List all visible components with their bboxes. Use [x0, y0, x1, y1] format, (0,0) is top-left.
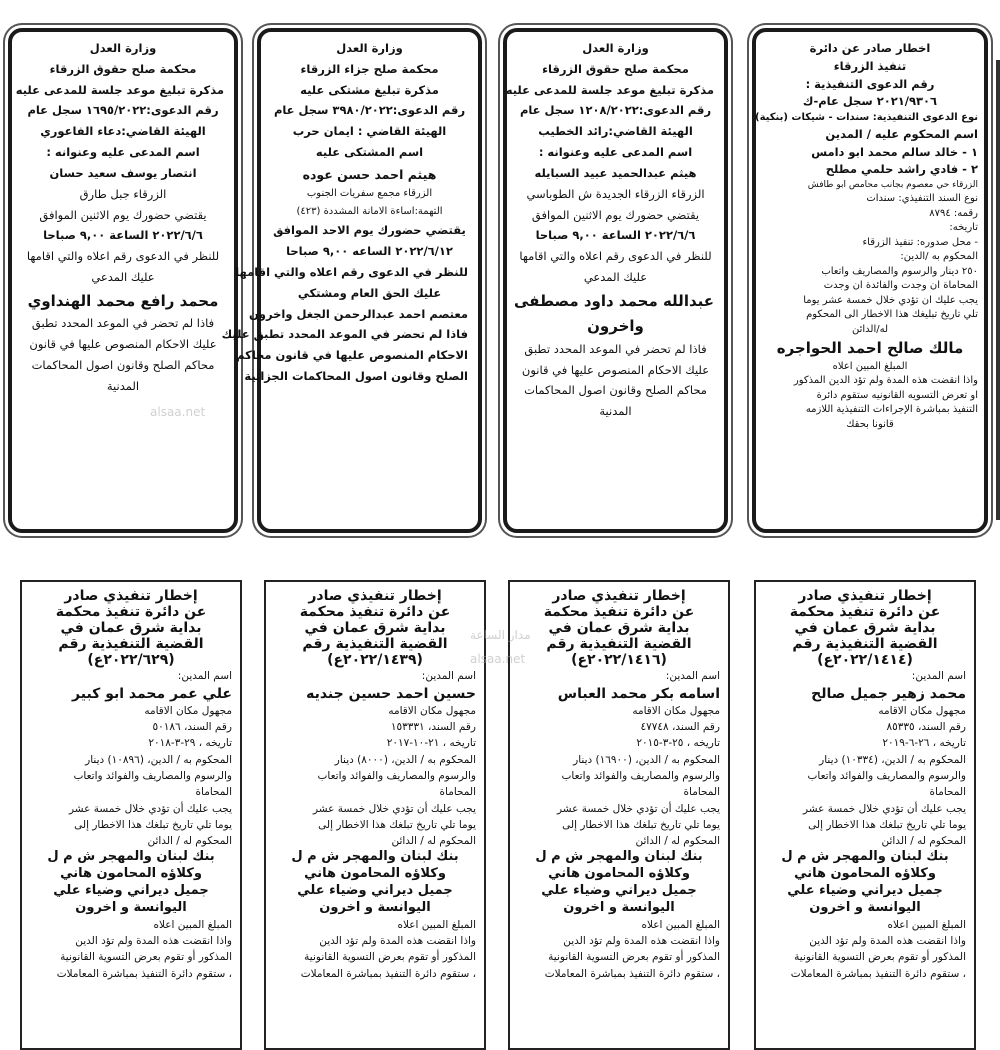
creditor-name: وكلاؤه المحامون هاني: [794, 866, 936, 882]
debtor-name: حسين احمد حسين جنديه: [306, 685, 476, 702]
defendant-address: الزرقاء مجمع سفريات الجنوب: [306, 188, 433, 200]
detail-line: يوما تلي تاريخ تبلغك هذا الاخطار إلى: [808, 818, 966, 831]
debtor-name: اسامه بكر محمد العباس: [557, 685, 720, 702]
notice-title: إخطار تنفيذي صادر: [64, 588, 198, 604]
creditor-name: جميل ديراني وضياء علي: [53, 883, 209, 899]
plaintiff-label: عليك الحق العام ومشتكي: [297, 285, 442, 300]
debtor-1: ١ - خالد سالم محمد ابو دامس: [811, 144, 978, 159]
detail-line: رقم السند، ٤٧٧٤٨: [640, 721, 720, 734]
notice-type: مذكرة تبليغ موعد جلسة للمدعى عليه: [505, 82, 714, 97]
penalty-text: المدنية: [599, 404, 632, 419]
detail-line: مجهول مكان الاقامه: [144, 704, 232, 717]
detail-line: يوما تلي تاريخ تبلغك هذا الاخطار إلى: [74, 818, 232, 831]
issue-place: - محل صدوره: تنفيذ الزرقاء: [862, 236, 978, 248]
detail-line: المحاماة: [929, 786, 966, 799]
debtor-label: اسم المدين:: [665, 670, 720, 683]
notice-title: عن دائرة تنفيذ محكمة: [299, 604, 451, 621]
defendant-address: الزرقاء جبل طارق: [79, 186, 167, 201]
detail-line: يوما تلي تاريخ تبلغك هذا الاخطار إلى: [318, 818, 476, 831]
notice-title: بداية شرق عمان في: [794, 620, 936, 637]
watermark: alsaa.net: [470, 652, 526, 666]
penalty-text: فاذا لم تحضر في الموعد المحدد تطبق: [524, 341, 707, 356]
defendant-label: اسم المشتكى عليه: [315, 145, 424, 160]
creditor-name: جميل ديراني وضياء علي: [297, 883, 453, 899]
closing-text: واذا انقضت هذه المدة ولم تؤد الدين المذكور: [793, 375, 978, 387]
debtor-label: اسم المدين:: [911, 670, 966, 683]
hearing-day: يقتضي حضورك يوم الاحد الموافق: [273, 223, 466, 238]
detail-line: رقم السند، ٨٥٣٣٥: [886, 721, 966, 734]
court-name: محكمة صلح حقوق الزرقاء: [542, 61, 689, 76]
judge: الهيئة القاضي : ايمان حرب: [292, 124, 447, 139]
closing-line: المبلغ المبين اعلاه: [887, 918, 966, 931]
notice-title: إخطار تنفيذي صادر: [308, 588, 442, 604]
penalty-text: عليك الاحكام المنصوص عليها في قانون: [521, 362, 710, 377]
creditor-name: وكلاؤه المحامون هاني: [304, 866, 446, 882]
amount-ref: المبلغ المبين اعلاه: [832, 360, 908, 372]
detail-line: رقم السند، ٥٠١٨٦: [152, 721, 232, 734]
closing-line: ، ستقوم دائرة التنفيذ بمباشرة المعاملات: [790, 967, 966, 980]
closing-line: المذكور أو تقوم بعرض التسوية القانونية: [60, 951, 232, 964]
creditor-name: وكلاؤه المحامون هاني: [548, 866, 690, 882]
debtor-name: علي عمر محمد ابو كبير: [72, 685, 232, 702]
case-number: (٢٠٢٢/٦٢٩ع): [87, 652, 175, 669]
creditor-name: اليوانسة و اخرون: [75, 899, 187, 915]
notice-civil-court-1208: [503, 28, 728, 533]
detail-line: يجب عليك أن تؤدي خلال خمسة عشر: [68, 802, 232, 815]
detail-line: والرسوم والمصاريف والفوائد واتعاب: [317, 769, 476, 782]
notice-title: بداية شرق عمان في: [304, 620, 446, 637]
closing-line: المبلغ المبين اعلاه: [397, 918, 476, 931]
detail-line: يجب عليك أن تؤدي خلال خمسة عشر: [802, 802, 966, 815]
detail-line: المحكوم له / الدائن: [391, 835, 476, 848]
creditor-name: اليوانسة و اخرون: [809, 899, 921, 915]
notice-heading: اخطار صادر عن دائرة: [809, 41, 931, 55]
detail-line: المحاماة: [195, 786, 232, 799]
notice-title: إخطار تنفيذي صادر: [798, 588, 932, 604]
ministry-heading: وزارة العدل: [582, 41, 649, 55]
defendant-address: الزرقاء الزرقاء الجديدة ش الطوباسي: [526, 186, 705, 201]
closing-line: المذكور أو تقوم بعرض التسوية القانونية: [548, 951, 720, 964]
department: تنفيذ الزرقاء: [833, 58, 907, 73]
judge: الهيئة القاضي:رائد الخطيب: [538, 124, 693, 139]
creditor-name: اليوانسة و اخرون: [319, 899, 431, 915]
notice-type: مذكرة تبليغ مشتكى عليه: [300, 82, 439, 97]
notice-execution-1416: [508, 580, 730, 1050]
page-edge-rule: [996, 60, 1000, 520]
plaintiff-label: عليك المدعي: [583, 269, 648, 284]
notice-execution-1414: [754, 580, 976, 1050]
defendant-name: انتصار يوسف سعيد حسان: [49, 165, 197, 180]
detail-line: المحكوم له / الدائن: [881, 835, 966, 848]
plaintiff-label: عليك المدعي: [91, 269, 155, 284]
detail-line: المحكوم به / الدين، (٨٠٠٠) دينار: [334, 753, 476, 766]
case-number: رقم الدعوى:١٦٩٥/٢٠٢٢ سجل عام: [27, 103, 219, 118]
creditor-name: بنك لبنان والمهجر ش م ل: [291, 849, 459, 865]
ministry-heading: وزارة العدل: [89, 41, 157, 55]
case-number: (٢٠٢٢/١٤١٤ع): [817, 652, 913, 669]
creditor-name: بنك لبنان والمهجر ش م ل: [535, 849, 703, 865]
judge: الهيئة القاضي:دعاء الفاعوري: [40, 124, 206, 139]
notice-execution-629: [20, 580, 242, 1050]
judgment-text: المحاماة ان وجدت والفائدة ان وجدت: [823, 280, 978, 292]
notice-type: مذكرة تبليغ موعد جلسة للمدعى عليه: [15, 82, 224, 97]
case-reference: للنظر في الدعوى رقم اعلاه والتي اقامها: [235, 264, 468, 279]
notice-title: بداية شرق عمان في: [60, 620, 202, 637]
instrument-type: نوع السند التنفيذي: سندات: [866, 193, 978, 205]
penalty-text: فاذا لم تحضر في الموعد المحدد تطبق عليك: [221, 327, 468, 342]
defendant-label: اسم المدعى عليه وعنوانه :: [538, 145, 693, 160]
closing-line: المبلغ المبين اعلاه: [641, 918, 720, 931]
defendant-name: هيثم عبدالحميد عبيد السبايله: [534, 165, 697, 180]
detail-line: تاريخه ، ٢٩-٣-٢٠١٨: [148, 737, 232, 750]
penalty-text: الاحكام المنصوص عليها في قانون محاكم: [236, 348, 468, 363]
detail-line: يجب عليك أن تؤدي خلال خمسة عشر: [312, 802, 476, 815]
hearing-date-time: ٢٠٢٢/٦/٦ الساعة ٩,٠٠ صباحا: [43, 228, 203, 243]
closing-line: المذكور أو تقوم بعرض التسوية القانونية: [304, 951, 476, 964]
defendant-label: اسم المدعى عليه وعنوانه :: [46, 145, 200, 160]
creditor-label: له/الدائن: [851, 323, 889, 335]
instrument-number: رقمه: ٨٧٩٤: [929, 207, 978, 219]
notice-title: القضية التنفيذية رقم: [58, 636, 204, 653]
case-number: ٢٠٢١/٩٣٠٦ سجل عام-ك: [802, 94, 938, 109]
penalty-text: فاذا لم تحضر في الموعد المحدد تطبق: [31, 316, 215, 331]
closing-line: واذا انقضت هذه المدة ولم تؤد الدين: [563, 935, 720, 948]
notice-zarqa-execution-9306: [752, 28, 988, 533]
court-name: محكمة صلح حقوق الزرقاء: [49, 61, 197, 76]
case-number: (٢٠٢٢/١٤١٦ع): [571, 652, 667, 669]
closing-line: واذا انقضت هذه المدة ولم تؤد الدين: [809, 935, 966, 948]
detail-line: والرسوم والمصاريف والفوائد واتعاب: [561, 769, 720, 782]
notice-title: القضية التنفيذية رقم: [302, 636, 448, 653]
hearing-date-time: ٢٠٢٢/٦/١٢ الساعه ٩,٠٠ صباحا: [286, 244, 453, 259]
debtor-address: الزرقاء حي معصوم بجانب محامص ابو طافش: [807, 180, 978, 191]
court-name: محكمة صلح جزاء الزرقاء: [300, 61, 439, 76]
case-type: نوع الدعوى التنفيذية: سندات - شيكات (بنكية): [755, 112, 978, 124]
watermark: مدار الساعة: [470, 628, 531, 642]
closing-line: ، ستقوم دائرة التنفيذ بمباشرة المعاملات: [56, 967, 232, 980]
detail-line: والرسوم والمصاريف والفوائد واتعاب: [73, 769, 232, 782]
notice-title: عن دائرة تنفيذ محكمة: [789, 604, 941, 621]
hearing-day: يقتضي حضورك يوم الاثنين الموافق: [39, 207, 207, 222]
creditor-name: جميل ديراني وضياء علي: [787, 883, 943, 899]
case-reference: للنظر في الدعوى رقم اعلاه والتي اقامها: [519, 249, 712, 264]
defendant-name: هيثم احمد حسن عوده: [302, 166, 437, 182]
plaintiff-name: محمد رافع محمد الهنداوي: [27, 291, 219, 310]
penalty-text: محاكم الصلح وقانون اصول المحاكمات: [524, 383, 707, 398]
watermark: alsaa.net: [150, 405, 206, 419]
penalty-text: محاكم الصلح وقانون اصول المحاكمات: [31, 357, 215, 372]
closing-line: المبلغ المبين اعلاه: [153, 918, 232, 931]
debtor-2: ٢ - فادي راشد حلمي مطلح: [825, 162, 978, 177]
closing-line: ، ستقوم دائرة التنفيذ بمباشرة المعاملات: [544, 967, 720, 980]
detail-line: تاريخه ، ٢٥-٣-٢٠١٥: [636, 737, 720, 750]
creditor-name: اليوانسة و اخرون: [563, 899, 675, 915]
case-number: رقم الدعوى:٣٩٨٠/٢٠٢٢ سجل عام: [273, 103, 466, 118]
notice-title: عن دائرة تنفيذ محكمة: [55, 604, 207, 621]
notice-civil-court-1695: [8, 28, 238, 533]
detail-line: المحكوم له / الدائن: [147, 835, 232, 848]
plaintiff-name: عبدالله محمد داود مصطفى: [513, 291, 714, 310]
payment-deadline: تلي تاريخ تبليغك هذا الاخطار الى المحكوم: [806, 309, 978, 321]
notice-execution-1439: [264, 580, 486, 1050]
penalty-text: الصلح وقانون اصول المحاكمات الجزائية: [244, 368, 468, 383]
detail-line: مجهول مكان الاقامه: [388, 704, 476, 717]
creditor-name: جميل ديراني وضياء علي: [541, 883, 697, 899]
detail-line: والرسوم والمصاريف والفوائد واتعاب: [807, 769, 966, 782]
hearing-day: يقتضي حضورك يوم الاثنين الموافق: [531, 207, 700, 222]
charge: التهمة:اساءة الامانة المشددة (٤٢٣): [296, 205, 443, 217]
judgment-amount: ٢٥٠ دينار والرسوم والمصاريف واتعاب: [821, 265, 978, 277]
notice-title: بداية شرق عمان في: [548, 620, 690, 637]
detail-line: المحكوم به / الدين، (١٠٣٣٤) دينار: [819, 753, 966, 766]
detail-line: يوما تلي تاريخ تبلغك هذا الاخطار إلى: [562, 818, 720, 831]
notice-title: إخطار تنفيذي صادر: [552, 588, 686, 604]
creditor-name: بنك لبنان والمهجر ش م ل: [47, 849, 215, 865]
notice-title: عن دائرة تنفيذ محكمة: [543, 604, 695, 621]
judgment-label: المحكوم به /الدين:: [900, 251, 978, 263]
case-reference: للنظر في الدعوى رقم اعلاه والتي اقامها: [26, 249, 220, 264]
penalty-text: عليك الاحكام المنصوص عليها في قانون: [29, 337, 217, 352]
plaintiff-others: واخرون: [587, 317, 644, 336]
creditor-name: بنك لبنان والمهجر ش م ل: [781, 849, 949, 865]
debtor-label: اسم المدين:: [177, 670, 232, 683]
detail-line: المحاماة: [683, 786, 720, 799]
closing-text: قانونا بحقك: [846, 418, 894, 430]
debtor-name: محمد زهير جميل صالح: [811, 685, 966, 702]
notice-criminal-court-3980: [221, 28, 482, 533]
notice-title: القضية التنفيذية رقم: [546, 636, 692, 653]
closing-line: ، ستقوم دائرة التنفيذ بمباشرة المعاملات: [300, 967, 476, 980]
creditor-name: وكلاؤه المحامون هاني: [60, 866, 202, 882]
detail-line: المحاماة: [439, 786, 476, 799]
debtor-label: اسم المدين:: [421, 670, 476, 683]
detail-line: تاريخه ، ٢١-١٠-٢٠١٧: [386, 737, 476, 750]
closing-line: واذا انقضت هذه المدة ولم تؤد الدين: [319, 935, 476, 948]
detail-line: المحكوم به / الدين، (١٠٨٩٦) دينار: [85, 753, 232, 766]
plaintiff-name: معتصم احمد عبدالرحمن الجغل واخرون: [248, 306, 468, 321]
closing-text: التنفيذ بمباشرة الإجراءات التنفيذية اللازمه: [805, 404, 978, 416]
detail-line: مجهول مكان الاقامه: [878, 704, 966, 717]
detail-line: المحكوم له / الدائن: [635, 835, 720, 848]
penalty-text: المدنية: [106, 378, 140, 393]
instrument-date: تاريخه:: [949, 222, 978, 234]
hearing-date-time: ٢٠٢٢/٦/٦ الساعة ٩,٠٠ صباحا: [535, 228, 696, 243]
detail-line: رقم السند، ١٥٣٣٣١: [390, 721, 476, 734]
case-number: (٢٠٢٢/١٤٣٩ع): [327, 652, 423, 669]
detail-line: المحكوم به / الدين، (١٦٩٠٠) دينار: [573, 753, 720, 766]
notice-title: القضية التنفيذية رقم: [792, 636, 938, 653]
closing-line: المذكور أو تقوم بعرض التسوية القانونية: [794, 951, 966, 964]
detail-line: يجب عليك أن تؤدي خلال خمسة عشر: [556, 802, 720, 815]
debtor-label: اسم المحكوم عليه / المدين: [825, 126, 978, 141]
detail-line: مجهول مكان الاقامه: [632, 704, 720, 717]
ministry-heading: وزارة العدل: [336, 41, 403, 55]
closing-line: واذا انقضت هذه المدة ولم تؤد الدين: [75, 935, 232, 948]
detail-line: تاريخه ، ٢٦-٦-٢٠١٩: [882, 737, 966, 750]
case-number: رقم الدعوى:١٢٠٨/٢٠٢٢ سجل عام: [519, 103, 712, 118]
creditor-name: مالك صالح احمد الحواجره: [776, 339, 964, 358]
case-number-label: رقم الدعوى التنفيذية :: [805, 76, 935, 91]
payment-deadline: يجب عليك ان تؤدي خلال خمسة عشر يوما: [803, 294, 978, 306]
closing-text: او تعرض التسويه القانونيه ستقوم دائرة: [816, 389, 978, 401]
